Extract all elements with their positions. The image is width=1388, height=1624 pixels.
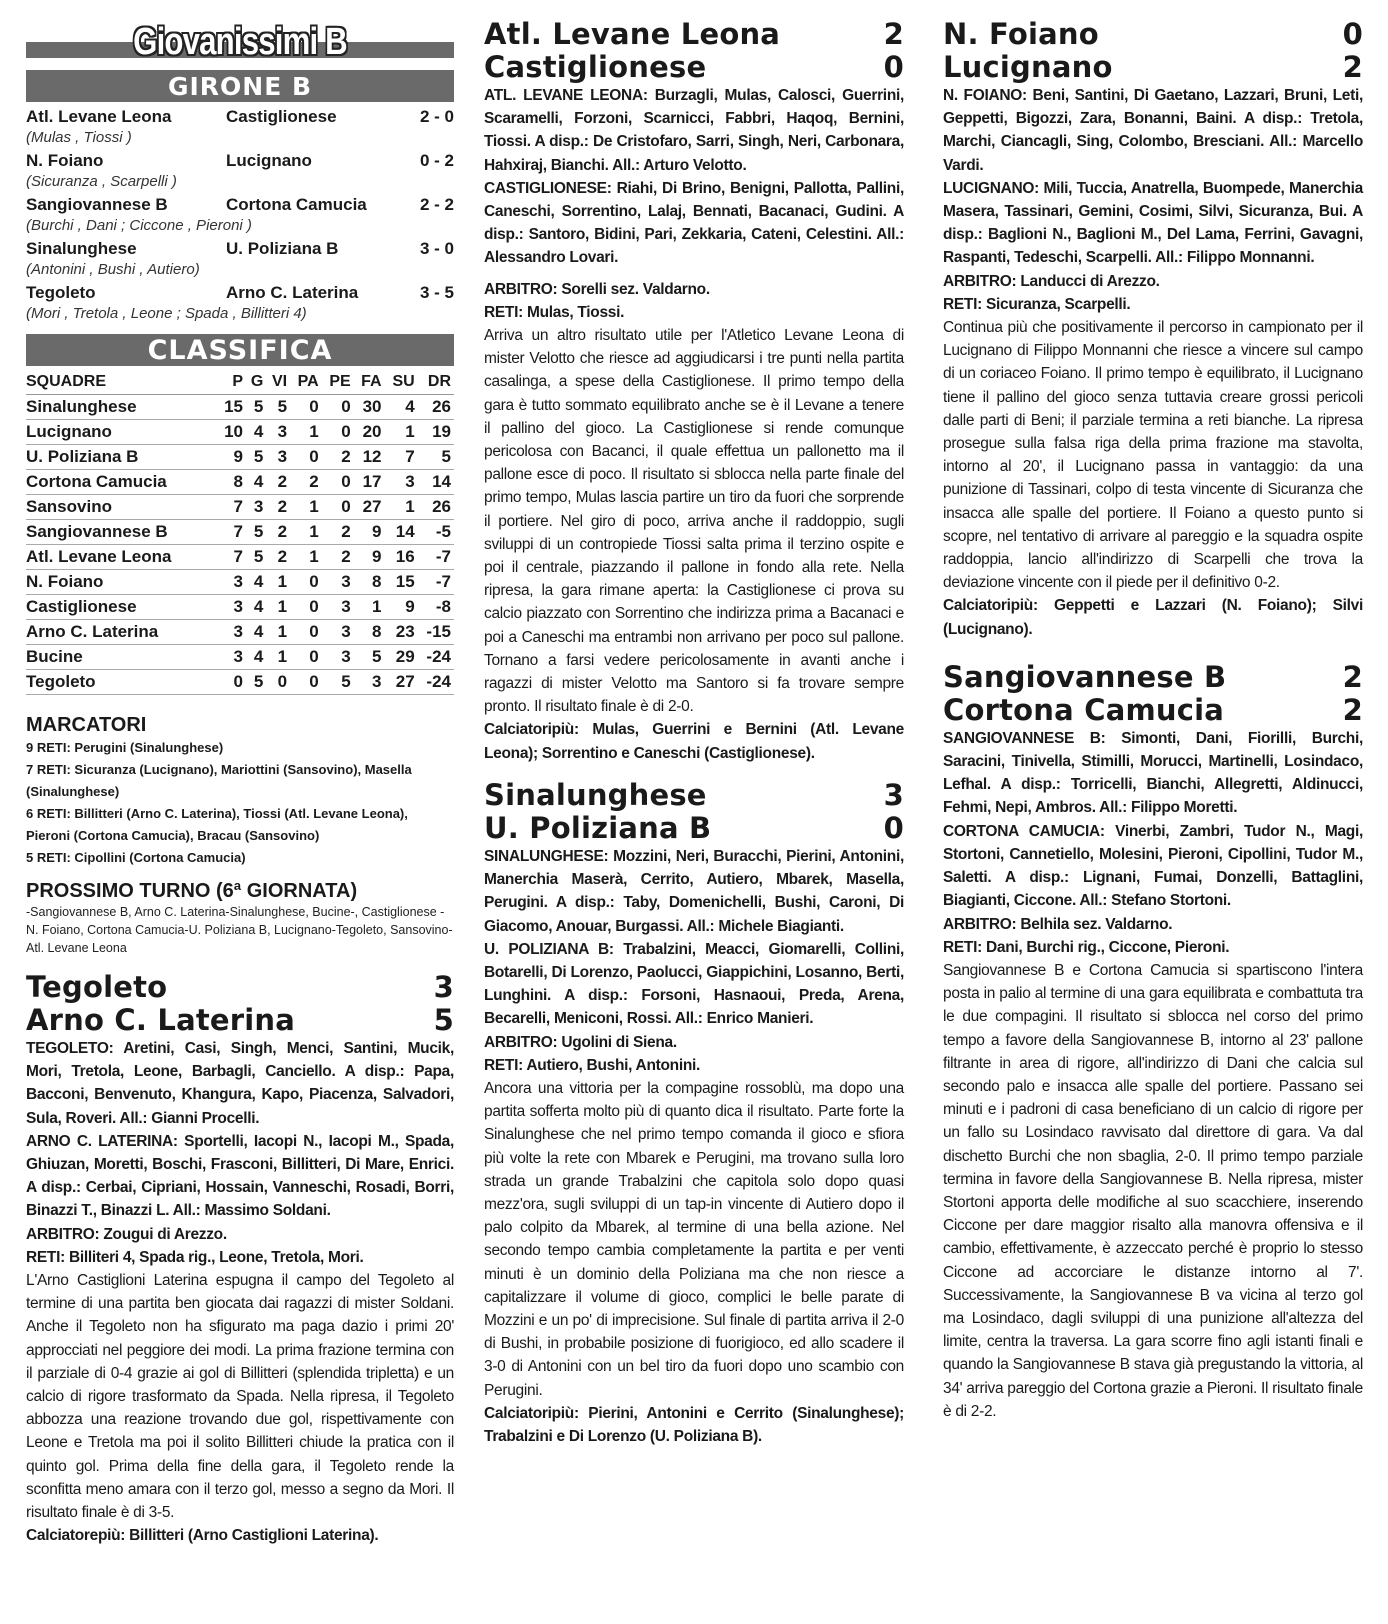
- result-scorers: (Sicuranza , Scarpelli ): [26, 173, 177, 190]
- stat-cell: 3: [385, 470, 418, 495]
- standings-row: [26, 395, 454, 420]
- col-header: P: [217, 370, 246, 395]
- match-away-row: [26, 1004, 454, 1037]
- stat-cell: 0: [322, 395, 354, 420]
- stat-cell: 8: [217, 470, 246, 495]
- stat-cell: 1: [354, 595, 385, 620]
- match-away-row: [943, 694, 1363, 727]
- column-right: [943, 0, 1363, 1423]
- team-name: Atl. Levane Leona: [26, 545, 217, 570]
- stat-cell: 12: [354, 445, 385, 470]
- team-name: Bucine: [26, 645, 217, 670]
- stat-cell: 10: [217, 420, 246, 445]
- match-report: Ancora una vittoria per la compagine rossoblù, ma dopo una partita sofferta molto più di quanto dica il risultato. Parte forte la Sinalunghese che nel primo tempo comanda il gioco e sfiora più volte la rete con Mbarek e Perugini, ma trovano sulla loro strada un grande Trabalzini che capitola solo dopo quasi mezz'ora, sugli sviluppi di un tap-in vincente di Autiero dopo il palo colpito da Mbarek, al termine di una bella azione. Nel secondo tempo cambia completamente la partita e per venti minuti è un dominio della Poliziana ma che non riesce a capitalizzare il volume di gioco, complici le belle parate di Mozzini e un po' di imprecisione. Sul finale di partita arriva il 2-0 di Bushi, in probabile posizione di fuorigioco, ed allo scadere il 3-0 di Antonini con un bel tiro da fuori dopo uno scambio con Perugini.: [484, 1079, 904, 1399]
- calciatori: Calciatoripiù: Pierini, Antonini e Cerrito (Sinalunghese); Trabalzini e Di Lorenzo (U. Poliziana B).: [484, 1404, 904, 1445]
- away-lineup: U. POLIZIANA B: Trabalzini, Meacci, Giomarelli, Collini, Botarelli, Di Lorenzo, Paolucci, Giappichini, Losanno, Berti, Lunghini. A disp.: Forsoni, Hasnaoui, Preda, Arena, Becarelli, Meniconi, Rossi. All.: Enrico Manieri.: [484, 940, 904, 1028]
- stat-cell: 1: [290, 520, 322, 545]
- reti: RETI: Mulas, Tiossi.: [484, 303, 625, 321]
- result-scorers: (Burchi , Dani ; Ciccone , Pieroni ): [26, 217, 252, 234]
- result-home: Sinalunghese: [26, 239, 137, 258]
- stat-cell: 0: [290, 645, 322, 670]
- stat-cell: 5: [246, 520, 266, 545]
- home-lineup: SINALUNGHESE: Mozzini, Neri, Buracchi, Pierini, Antonini, Manerchia Maserà, Cerrito, Autiero, Mbarek, Masella, Perugini. A disp.: Taby, Domenichelli, Bushi, Caroni, Di Giacomo, Anouar, Burgassi. All.: Michele Biagianti.: [484, 847, 904, 935]
- stat-cell: 26: [418, 495, 454, 520]
- match-away-row: [484, 51, 904, 84]
- prossimo-title: PROSSIMO TURNO (6ª GIORNATA): [26, 880, 358, 902]
- away-lineup: LUCIGNANO: Mili, Tuccia, Anatrella, Buompede, Manerchia Masera, Tassinari, Gemini, Cosimi, Silvi, Sicuranza, Bui. A disp.: Baglioni N., Baglioni M., Del Lama, Ferrini, Gavagni, Raspanti, Tedeschi, Scarpelli. All.: Filippo Monnanni.: [943, 179, 1363, 267]
- stat-cell: 19: [418, 420, 454, 445]
- standings-row: [26, 420, 454, 445]
- stat-cell: 1: [266, 620, 290, 645]
- result-away: Cortona Camucia: [226, 195, 367, 214]
- match-home: Sinalunghese: [484, 777, 707, 812]
- stat-cell: 7: [385, 445, 418, 470]
- stat-cell: 3: [217, 595, 246, 620]
- result-away: Arno C. Laterina: [226, 283, 359, 302]
- match-report: Continua più che positivamente il percorso in campionato per il Lucignano di Filippo Monnanni che riesce a vincere sul campo di un coriaceo Foiano. Il primo tempo è equilibrato, il Lucignano tiene il pallino del gioco senza tuttavia creare grossi pericoli dalle parti di Beni; il parziale termina a reti bianche. La ripresa prosegue sulla falsa riga della prima frazione ma stavolta, intorno al 20', il Lucignano passa in vantaggio: da una punizione di Tassinari, colpo di testa vincente di Sicuranza che insacca alle spalle del portiere. Il Foiano a questo punto si scopre, nel tentativo di arrivare al pareggio e la squadra ospite raddoppia, lancio all'indirizzo di Scarpelli che trova la deviazione vincente con il piede per il definitivo 0-2.: [943, 319, 1363, 592]
- stat-cell: 3: [354, 670, 385, 695]
- reti: RETI: Dani, Burchi rig., Ciccone, Pieroni.: [943, 938, 1230, 956]
- stat-cell: 5: [266, 395, 290, 420]
- stat-cell: 5: [246, 670, 266, 695]
- stat-cell: 2: [266, 495, 290, 520]
- stat-cell: 5: [246, 545, 266, 570]
- stat-cell: 29: [385, 645, 418, 670]
- stat-cell: -7: [418, 570, 454, 595]
- col-header: VI: [266, 370, 290, 395]
- stat-cell: 4: [246, 570, 266, 595]
- stat-cell: 5: [354, 645, 385, 670]
- team-name: Tegoleto: [26, 670, 217, 695]
- calciatori: Calciatoripiù: Geppetti e Lazzari (N. Foiano); Silvi (Lucignano).: [943, 597, 1363, 638]
- match-home-row: [943, 18, 1363, 51]
- match-away: U. Poliziana B: [484, 810, 712, 845]
- standings-row: [26, 520, 454, 545]
- home-lineup: N. FOIANO: Beni, Santini, Di Gaetano, Lazzari, Bruni, Leti, Geppetti, Bigozzi, Zara, Bonanni, Baini. A disp.: Tretola, Marchi, Ciancagli, Sing, Colombo, Bresciani. All.: Marcello Vardi.: [943, 87, 1363, 174]
- stat-cell: 0: [290, 670, 322, 695]
- match-home-score: 2: [883, 17, 904, 51]
- result-row: [26, 150, 454, 172]
- result-score: 3 - 5: [419, 283, 454, 302]
- match-foiano: [943, 18, 1363, 641]
- stat-cell: 0: [322, 495, 354, 520]
- home-lineup: SANGIOVANNESE B: Simonti, Dani, Fiorilli, Burchi, Saracini, Tinivella, Stimilli, Morucci, Martinelli, Losindaco, Lefhal. A disp.: Torricelli, Bianchi, Allegretti, Aldinucci, Fehmi, Nepi, Ambros. All.: Filippo Moretti.: [943, 729, 1363, 817]
- standings-row: [26, 495, 454, 520]
- stat-cell: 1: [266, 570, 290, 595]
- match-report: L'Arno Castiglioni Laterina espugna il campo del Tegoleto al termine di una partita ben giocata dai ragazzi di mister Soldani. Anche il Tegoleto non ha sfigurato ma paga dazio i primi 20' approcciati nel peggiore dei modi. La prima frazione termina con il parziale di 0-4 grazie ai gol di Billitteri (splendida tripletta) e un calcio di rigore trasformato da Spada. Nella ripresa, il Tegoleto abbozza una reazione trovando due gol, rispettivamente con Leone e Tretola ma poi il solito Billitteri chiude la pratica con il quinto gol. Prima della fine della gara, il Tegoleto rende la sconfitta meno amara con il terzo gol, messo a segno da Mori. Il risultato finale è di 3-5.: [26, 1272, 454, 1522]
- stat-cell: 30: [354, 395, 385, 420]
- match-away-score: 2: [1342, 50, 1363, 84]
- result-score: 3 - 0: [419, 239, 454, 258]
- match-away-score: 0: [883, 810, 904, 845]
- stat-cell: 3: [322, 620, 354, 645]
- result-score: 2 - 2: [419, 195, 454, 214]
- match-away-score: 2: [1342, 692, 1363, 727]
- team-name: Lucignano: [26, 420, 217, 445]
- section-title: [26, 20, 454, 64]
- match-tegoleto: [26, 971, 454, 1547]
- stat-cell: 1: [385, 495, 418, 520]
- result-away: Castiglionese: [226, 107, 337, 126]
- home-lineup: TEGOLETO: Aretini, Casi, Singh, Menci, Santini, Mucik, Mori, Tretola, Leone, Barbagli, Canciello. A disp.: Papa, Bacconi, Benvenuto, Khangura, Kapo, Piacenza, Salvadori, Sula, Roveri. All.: Gianni Procelli.: [26, 1040, 454, 1127]
- marcatori-line: 6 RETI: Billitteri (Arno C. Laterina), Tiossi (Atl. Levane Leona), Pieroni (Cortona Camucia), Bracau (Sansovino): [26, 806, 408, 843]
- stat-cell: 14: [385, 520, 418, 545]
- stat-cell: 1: [266, 645, 290, 670]
- stat-cell: 15: [385, 570, 418, 595]
- match-sinalunghese: [484, 779, 904, 1448]
- stat-cell: 7: [217, 495, 246, 520]
- col-header: SQUADRE: [26, 370, 217, 395]
- arbitro: ARBITRO: Zougui di Arezzo.: [26, 1225, 227, 1243]
- reti: RETI: Billiteri 4, Spada rig., Leone, Tretola, Mori.: [26, 1248, 364, 1266]
- match-home: Tegoleto: [26, 970, 168, 1004]
- marcatori-title: MARCATORI: [26, 714, 147, 736]
- team-name: Castiglionese: [26, 595, 217, 620]
- stat-cell: 0: [290, 445, 322, 470]
- team-name: Sangiovannese B: [26, 520, 217, 545]
- prossimo-text: -Sangiovannese B, Arno C. Laterina-Sinalunghese, Bucine-, Castiglionese -N. Foiano, Cortona Camucia-U. Poliziana B, Lucignano-Tegoleto, Sansovino-Atl. Levane Leona: [26, 905, 453, 955]
- result-row: [26, 238, 454, 260]
- stat-cell: -24: [418, 670, 454, 695]
- stat-cell: 8: [354, 620, 385, 645]
- match-report: Arriva un altro risultato utile per l'Atletico Levane Leona di mister Velotto che riesce ad aggiudicarsi i tre punti nella partita casalinga, a spese della Castiglionese. Il primo tempo della gara è tutto sommato equilibrato anche se è il Levane a tenere il pallino del gioco. La Castiglionese si rende comunque pericolosa con Bacanci, il quale effettua un pallonetto ma il pallone esce di poco. Il risultato si sblocca nella parte finale del primo tempo, Mulas lascia partire un tiro da fuori che sorprende il portiere. Nel giro di poco, arriva anche il raddoppio, sugli sviluppi di un contropiede Tiossi salta prima il terzino ospite e poi il centrale, piazzando il pallone in fondo alla rete. Nella ripresa, la gara rimane aperta: la Castiglionese ci prova su calcio piazzato con Sorrentino che indirizza prima a Bacanaci e poi a Caneschi ma entrambi non arrivano per poco sul pallone. Tornano a farsi vedere pericolosamente in avanti anche i ragazzi di mister Velotto ma Santoro si fa trovare sempre pronto. Il risultato finale è di 2-0.: [484, 327, 904, 716]
- arbitro: ARBITRO: Sorelli sez. Valdarno.: [484, 280, 710, 298]
- stat-cell: 14: [418, 470, 454, 495]
- result-scorers: (Antonini , Bushi , Autiero): [26, 261, 200, 278]
- away-lineup: CASTIGLIONESE: Riahi, Di Brino, Benigni, Pallotta, Pallini, Caneschi, Sorrentino, Lalaj, Bennati, Bacanaci, Gudini. A disp.: Santoro, Bidini, Pari, Zekkaria, Cateni, Celestini. All.: Alessandro Lovari.: [484, 179, 904, 267]
- col-header: SU: [385, 370, 418, 395]
- column-middle: [484, 0, 904, 1448]
- stat-cell: 3: [217, 570, 246, 595]
- standings-table: [26, 370, 454, 695]
- stat-cell: 27: [354, 495, 385, 520]
- match-away: Castiglionese: [484, 50, 707, 84]
- standings-row: [26, 595, 454, 620]
- match-home-row: [26, 971, 454, 1004]
- stat-cell: -5: [418, 520, 454, 545]
- stat-cell: 2: [266, 470, 290, 495]
- match-home-row: [484, 779, 904, 812]
- stat-cell: 0: [266, 670, 290, 695]
- result-score: 0 - 2: [419, 151, 454, 170]
- team-name: Sinalunghese: [26, 395, 217, 420]
- standings-row: [26, 570, 454, 595]
- match-away: Cortona Camucia: [943, 692, 1225, 727]
- stat-cell: 3: [322, 570, 354, 595]
- result-home: Sangiovannese B: [26, 195, 168, 214]
- stat-cell: 9: [217, 445, 246, 470]
- standings-row: [26, 470, 454, 495]
- stat-cell: 9: [354, 545, 385, 570]
- stat-cell: 0: [290, 620, 322, 645]
- stat-cell: 3: [266, 420, 290, 445]
- stat-cell: 0: [217, 670, 246, 695]
- stat-cell: 8: [354, 570, 385, 595]
- match-away: Arno C. Laterina: [26, 1003, 296, 1037]
- standings-row: [26, 670, 454, 695]
- stat-cell: -15: [418, 620, 454, 645]
- match-sangiovannese: [943, 661, 1363, 1423]
- standings-header-row: [26, 370, 454, 395]
- stat-cell: -7: [418, 545, 454, 570]
- result-score: 2 - 0: [419, 107, 454, 126]
- col-header: FA: [354, 370, 385, 395]
- stat-cell: 1: [290, 495, 322, 520]
- stat-cell: 3: [217, 620, 246, 645]
- marcatori-line: 7 RETI: Sicuranza (Lucignano), Mariottini (Sansovino), Masella (Sinalunghese): [26, 762, 412, 799]
- stat-cell: 0: [290, 395, 322, 420]
- stat-cell: 3: [246, 495, 266, 520]
- stat-cell: 1: [290, 545, 322, 570]
- stat-cell: 4: [246, 620, 266, 645]
- stat-cell: 1: [290, 420, 322, 445]
- stat-cell: 5: [418, 445, 454, 470]
- stat-cell: -8: [418, 595, 454, 620]
- match-home-score: 3: [433, 970, 454, 1004]
- result-away: U. Poliziana B: [226, 239, 339, 258]
- away-lineup: CORTONA CAMUCIA: Vinerbi, Zambri, Tudor N., Magi, Stortoni, Cannetiello, Molesini, Pieroni, Cipollini, Tudor M., Saletti. A disp.: Lignani, Fumai, Donzelli, Battaglini, Biagianti, Ciccone. All.: Stefano Stortoni.: [943, 822, 1363, 910]
- match-home: Atl. Levane Leona: [484, 17, 781, 51]
- arbitro: ARBITRO: Belhila sez. Valdarno.: [943, 915, 1173, 933]
- reti: RETI: Sicuranza, Scarpelli.: [943, 295, 1131, 313]
- col-header: PA: [290, 370, 322, 395]
- result-home: Atl. Levane Leona: [26, 107, 172, 126]
- result-row: [26, 106, 454, 128]
- match-away: Lucignano: [943, 50, 1113, 84]
- team-name: Cortona Camucia: [26, 470, 217, 495]
- stat-cell: 4: [246, 470, 266, 495]
- stat-cell: 17: [354, 470, 385, 495]
- stat-cell: 4: [246, 645, 266, 670]
- stat-cell: 0: [290, 595, 322, 620]
- result-scorers: (Mulas , Tiossi ): [26, 129, 132, 146]
- match-report: Sangiovannese B e Cortona Camucia si spartiscono l'intera posta in palio al termine di una gara equilibrata e combattuta tra le due compagini. Il risultato si sblocca nel corso del primo tempo a favore della Sangiovannese B, intorno al 23' pallone filtrante in area di rigore, all'indirizzo di Dani che calcia sul secondo palo e insacca alle spalle del portiere. Passano sei minuti e i padroni di casa beneficiano di un calcio di rigore per un fallo su Losindaco ravvisato dal direttore di gara. Va dal dischetto Burchi che non sbaglia, 2-0. Il primo tempo parziale termina in favore della Sangiovannese B. Nella ripresa, mister Stortoni apporta delle modifiche al suo scacchiere, inserendo Ciccone per dare maggior risalto alla manovra offensiva e il cambio, effettivamente, è azzeccato perché è proprio lo stesso Ciccone ad accorciare le distanze intorno al 7'. Successivamente, la Sangiovannese B va vicina al terzo gol ma Losindaco, dagli sviluppi di una punizione all'altezza del limite, centra la traversa. La gara scorre fino agli istanti finali e quando la Sangiovannese B stava già pregustando la vittoria, al 34' arriva pareggio del Cortona grazie a Pieroni. Il risultato finale è di 2-2.: [943, 961, 1363, 1420]
- stat-cell: 3: [322, 595, 354, 620]
- classifica-band: CLASSIFICA: [26, 334, 454, 366]
- stat-cell: 3: [322, 645, 354, 670]
- result-scorers: (Mori , Tretola , Leone ; Spada , Billitteri 4): [26, 305, 307, 322]
- arbitro: ARBITRO: Ugolini di Siena.: [484, 1033, 677, 1051]
- standings-row: [26, 620, 454, 645]
- col-header: G: [246, 370, 266, 395]
- stat-cell: 5: [322, 670, 354, 695]
- col-header: DR: [418, 370, 454, 395]
- match-away-row: [943, 51, 1363, 84]
- stat-cell: 4: [246, 420, 266, 445]
- match-home-score: 2: [1342, 659, 1363, 694]
- stat-cell: 0: [322, 420, 354, 445]
- match-levane: [484, 18, 904, 765]
- reti: RETI: Autiero, Bushi, Antonini.: [484, 1056, 701, 1074]
- match-away-row: [484, 812, 904, 845]
- calciatori: Calciatoripiù: Mulas, Guerrini e Bernini (Atl. Levane Leona); Sorrentino e Caneschi (Castiglionese).: [484, 721, 904, 762]
- stat-cell: 2: [290, 470, 322, 495]
- stat-cell: 15: [217, 395, 246, 420]
- stat-cell: 2: [322, 545, 354, 570]
- stat-cell: 7: [217, 545, 246, 570]
- result-home: Tegoleto: [26, 283, 96, 302]
- stat-cell: 23: [385, 620, 418, 645]
- stat-cell: 2: [266, 545, 290, 570]
- stat-cell: 4: [246, 595, 266, 620]
- team-name: U. Poliziana B: [26, 445, 217, 470]
- stat-cell: 3: [217, 645, 246, 670]
- result-home: N. Foiano: [26, 151, 104, 170]
- stat-cell: 0: [290, 570, 322, 595]
- standings-row: [26, 445, 454, 470]
- match-home-row: [943, 661, 1363, 694]
- match-home: N. Foiano: [943, 17, 1099, 51]
- stat-cell: 5: [246, 445, 266, 470]
- stat-cell: 2: [266, 520, 290, 545]
- match-away-score: 0: [883, 50, 904, 84]
- stat-cell: 7: [217, 520, 246, 545]
- stat-cell: 1: [266, 595, 290, 620]
- result-row: [26, 282, 454, 304]
- stat-cell: 2: [322, 445, 354, 470]
- stat-cell: 26: [418, 395, 454, 420]
- away-lineup: ARNO C. LATERINA: Sportelli, Iacopi N., Iacopi M., Spada, Ghiuzan, Moretti, Boschi, Frasconi, Billitteri, Di Mare, Enrici. A disp.: Cerbai, Cipriani, Hossain, Vanneschi, Rosadi, Borri, Binazzi T., Binazzi L. All.: Massimo Soldani.: [26, 1132, 454, 1220]
- match-home-row: [484, 18, 904, 51]
- stat-cell: 20: [354, 420, 385, 445]
- home-lineup: ATL. LEVANE LEONA: Burzagli, Mulas, Calosci, Guerrini, Scaramelli, Forzoni, Scarnicci, Fabbri, Haqoq, Bernini, Tiossi. A disp.: De Cristofaro, Sarri, Singh, Neri, Carbonara, Hahxiraj, Bianchi. All.: Arturo Velotto.: [484, 87, 904, 174]
- result-row: [26, 194, 454, 216]
- column-left: [26, 0, 454, 1547]
- stat-cell: 27: [385, 670, 418, 695]
- stat-cell: 2: [322, 520, 354, 545]
- team-name: N. Foiano: [26, 570, 217, 595]
- col-header: PE: [322, 370, 354, 395]
- marcatori-line: 9 RETI: Perugini (Sinalunghese): [26, 740, 224, 755]
- girone-band: GIRONE B: [26, 70, 454, 102]
- stat-cell: 0: [322, 470, 354, 495]
- results-list: [26, 106, 454, 324]
- stat-cell: 5: [246, 395, 266, 420]
- team-name: Arno C. Laterina: [26, 620, 217, 645]
- page-title: Giovanissimi B: [133, 21, 347, 63]
- match-home: Sangiovannese B: [943, 659, 1227, 694]
- calciatori: Calciatorepiù: Billitteri (Arno Castiglioni Laterina).: [26, 1527, 379, 1545]
- stat-cell: 3: [266, 445, 290, 470]
- stat-cell: 9: [354, 520, 385, 545]
- standings-row: [26, 545, 454, 570]
- stat-cell: 9: [385, 595, 418, 620]
- standings-row: [26, 645, 454, 670]
- stat-cell: -24: [418, 645, 454, 670]
- marcatori-line: 5 RETI: Cipollini (Cortona Camucia): [26, 850, 246, 865]
- match-home-score: 0: [1342, 17, 1363, 51]
- team-name: Sansovino: [26, 495, 217, 520]
- stat-cell: 1: [385, 420, 418, 445]
- match-home-score: 3: [883, 777, 904, 812]
- match-away-score: 5: [433, 1003, 454, 1037]
- stat-cell: 16: [385, 545, 418, 570]
- result-away: Lucignano: [226, 151, 312, 170]
- arbitro: ARBITRO: Landucci di Arezzo.: [943, 272, 1160, 290]
- stat-cell: 4: [385, 395, 418, 420]
